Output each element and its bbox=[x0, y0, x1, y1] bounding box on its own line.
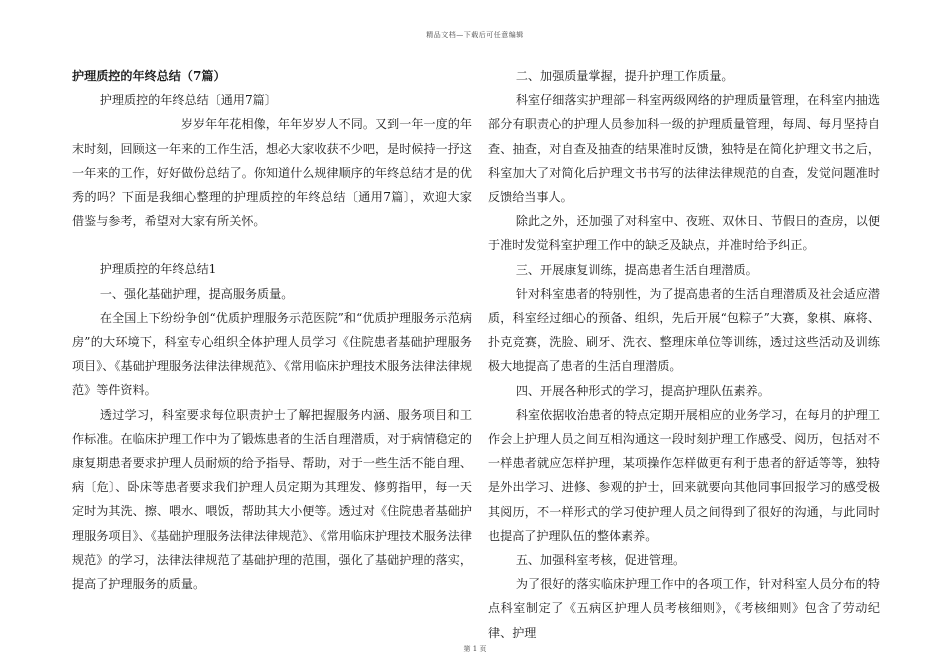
paragraph-6: 科室依据收治患者的特点定期开展相应的业务学习，在每月的护理工作会上护理人员之间互相沟通这一段时刻护理工作感受、阅历，包括对不一样患者就应怎样护理，某项操作怎样做更有利于患者的舒适等等，独特是外出学习、进修、参观的护士，回来就要向其他同事回报学习的感受极其阅历，不一样形式的学习使护理人员之间得到了很好的沟通，与此同时也提高了护理队伍的整体素养。 bbox=[488, 407, 880, 543]
paragraph-2: 透过学习，科室要求每位职责护士了解把握服务内涵、服务项目和工作标准。在临床护理工作中为了锻炼患者的生活自理潜质，对于病情稳定的康复期患者要求护理人员耐烦的给予指导、帮助，对于一些生活不能自理、病〔危〕、卧床等患者要求我们护理人员定期为其理发、修剪指甲，每一天定时为其洗、擦、喂水、喂饭，帮助其大小便等。透过对《住院患者基础护理服务项目》、《基础护理服务法律法律规范》、《常用临床护理技术服务法律规范》的学习，法律法律规范了基础护理的范围，强化了基础护理的落实，提高了护理服务的质量。 bbox=[72, 407, 472, 592]
page-number: 第 1 页 bbox=[463, 645, 487, 653]
heading-3: 三、开展康复训练，提高患者生活自理潜质。 bbox=[515, 262, 758, 277]
paragraph-1: 在全国上下纷纷争创“优质护理服务示范医院”和“优质护理服务示范病房”的大环境下，科室专心组织全体护理人员学习《住院患者基础护理服务项目》、《基础护理服务法律法律规范》、《常用临床护理技术服务法律法律规范》等件资料。 bbox=[72, 310, 472, 398]
paragraph-5: 针对科室患者的特别性，为了提高患者的生活自理潜质及社会适应潜质，科室经过细心的预备、组织，先后开展“包粽子”大赛，象棋、麻将、扑克竞赛，洗脸、刷牙、洗衣、整理床单位等训练，透过这些活动及训练极大地提高了患者的生活自理潜质。 bbox=[488, 286, 880, 374]
section-title: 护理质控的年终总结1 bbox=[99, 262, 217, 277]
heading-4: 四、开展各种形式的学习，提高护理队伍素养。 bbox=[515, 383, 770, 398]
left-column bbox=[72, 64, 472, 596]
heading-1: 一、强化基础护理，提高服务质量。 bbox=[99, 286, 294, 301]
intro-paragraph: 岁岁年年花相像，年年岁岁人不同。又到一年一度的年末时刻，回顾这一年来的工作生活，想必大家收获不少吧，是时候持一抒这一年来的工作，好好做份总结了。你知道什么规律顺序的年终总结才是的优秀的吗？下面是我细心整理的护理质控的年终总结〔通用7篇〕，欢迎大家借鉴与参考，希望对大家有所关怀。 bbox=[72, 117, 472, 229]
spacer bbox=[72, 233, 472, 257]
heading-5: 五、加强科室考核，促进管理。 bbox=[515, 553, 686, 568]
right-column bbox=[488, 64, 880, 645]
paragraph-7: 为了很好的落实临床护理工作中的各项工作，针对科室人员分布的特点科室制定了《五病区护理人员考核细则》，《考核细则》包含了劳动纪律、护理 bbox=[488, 577, 880, 640]
document-title: 护理质控的年终总结（7篇） bbox=[72, 69, 226, 83]
paragraph-3: 科室仔细落实护理部－科室两级网络的护理质量管理，在科室内抽选部分有职责心的护理人员参加科一级的护理质量管理，每周、每月坚持自查、抽查，对自查及抽查的结果准时反馈，独特是在简化护理文书之后，科室加大了对简化后护理文书书写的法律法律规范的自查，发觉问题准时反馈给当事人。 bbox=[488, 93, 880, 205]
heading-2: 二、加强质量掌握，提升护理工作质量。 bbox=[515, 69, 734, 83]
page-header-note: 精品文档—下载后可任意编辑 bbox=[426, 31, 524, 39]
paragraph-4: 除此之外，还加强了对科室中、夜班、双休日、节假日的查房，以便于准时发觉科室护理工作中的缺乏及缺点，并准时给予纠正。 bbox=[488, 214, 880, 253]
document-subtitle: 护理质控的年终总结〔通用7篇〕 bbox=[99, 93, 277, 108]
